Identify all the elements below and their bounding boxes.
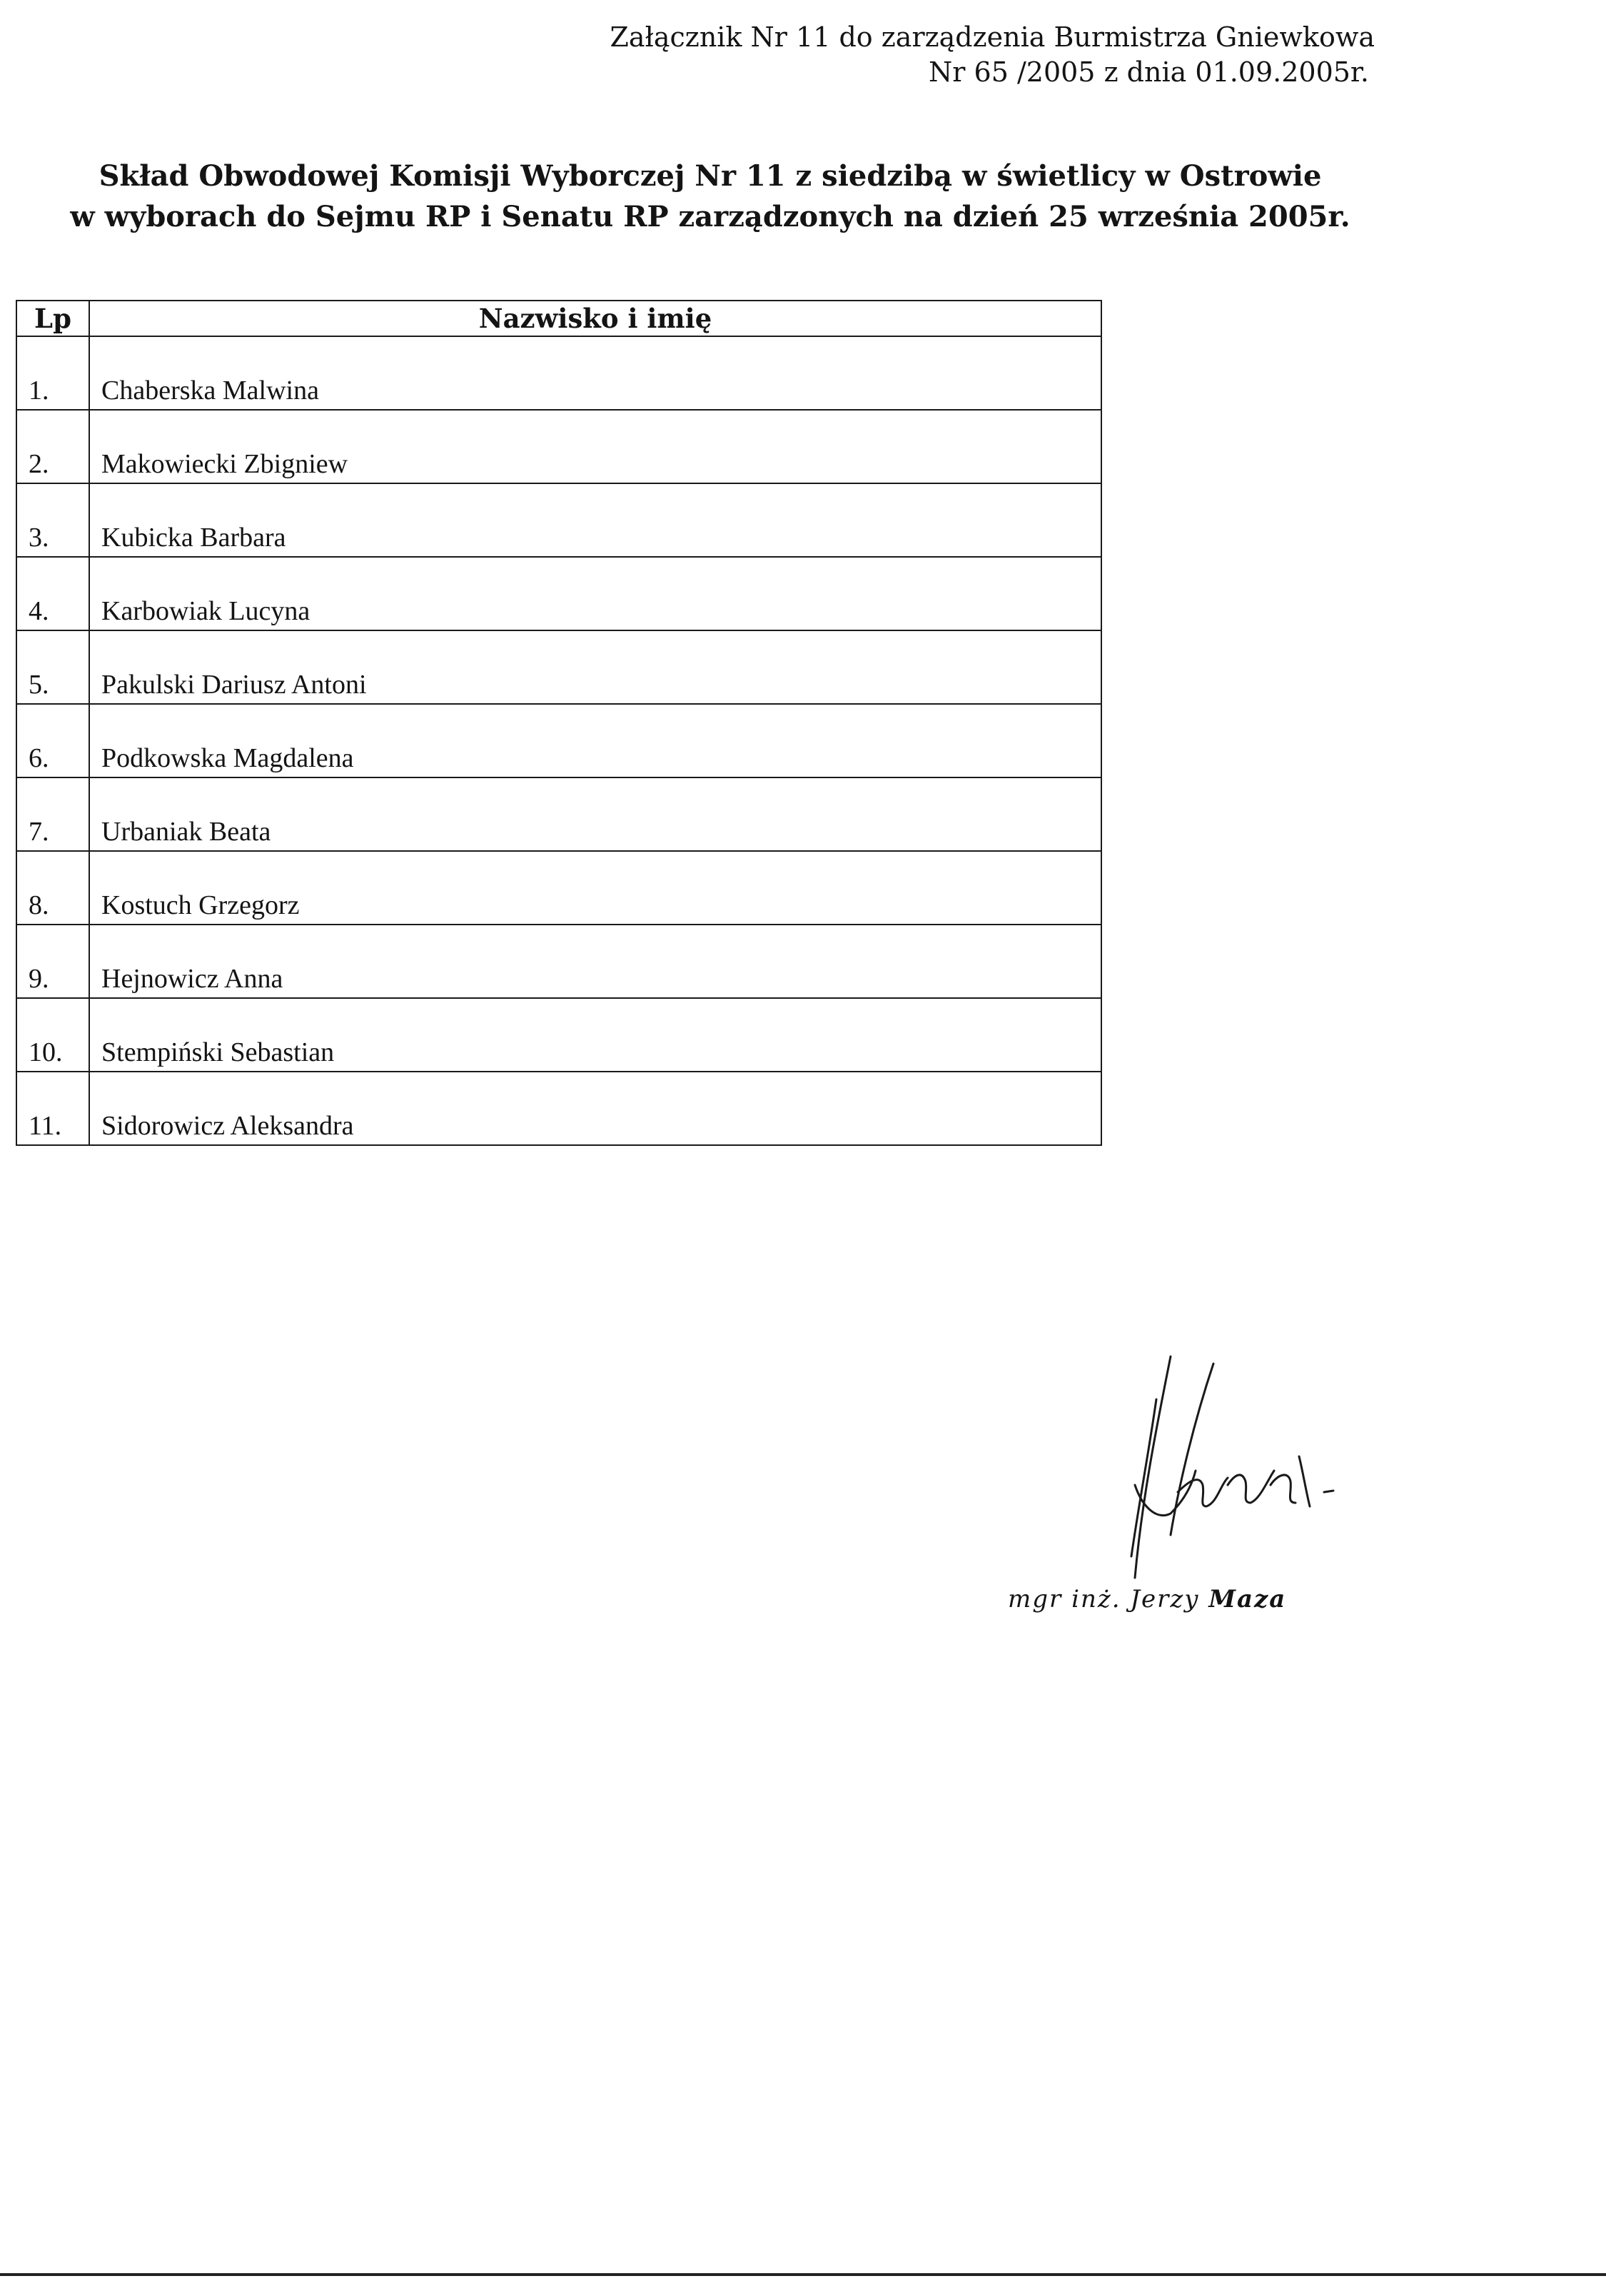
member-name: Makowiecki Zbigniew <box>89 410 1101 483</box>
document-title <box>0 156 1420 237</box>
row-number: 2. <box>16 410 89 483</box>
row-number: 3. <box>16 483 89 557</box>
signer-surname: Maza <box>1208 1585 1287 1613</box>
table-row <box>16 851 1101 925</box>
column-header-name: Nazwisko i imię <box>89 301 1101 336</box>
table-row <box>16 1072 1101 1145</box>
members-table <box>16 300 1102 1146</box>
row-number: 7. <box>16 777 89 851</box>
header-line-2: Nr 65 /2005 z dnia 01.09.2005r. <box>929 56 1369 88</box>
signer-title-and-name: mgr inż. Jerzy <box>1008 1585 1200 1613</box>
member-name: Sidorowicz Aleksandra <box>89 1072 1101 1145</box>
member-name: Urbaniak Beata <box>89 777 1101 851</box>
table-row <box>16 557 1101 630</box>
member-name: Chaberska Malwina <box>89 336 1101 410</box>
row-number: 1. <box>16 336 89 410</box>
row-number: 11. <box>16 1072 89 1145</box>
member-name: Stempiński Sebastian <box>89 998 1101 1072</box>
member-name: Hejnowicz Anna <box>89 925 1101 998</box>
table-row <box>16 410 1101 483</box>
signature-caption <box>1008 1585 1286 1613</box>
title-line-1: Skład Obwodowej Komisji Wyborczej Nr 11 z siedzibą w świetlicy w Ostrowie <box>99 159 1322 193</box>
member-name: Kostuch Grzegorz <box>89 851 1101 925</box>
member-name: Kubicka Barbara <box>89 483 1101 557</box>
table-header-row <box>16 301 1101 336</box>
table-row <box>16 630 1101 704</box>
members-table-container <box>16 300 1102 1146</box>
member-name: Karbowiak Lucyna <box>89 557 1101 630</box>
row-number: 9. <box>16 925 89 998</box>
member-name: Pakulski Dariusz Antoni <box>89 630 1101 704</box>
member-name: Podkowska Magdalena <box>89 704 1101 777</box>
page-bottom-line <box>0 2273 1606 2276</box>
column-header-lp: Lp <box>16 301 89 336</box>
table-row <box>16 704 1101 777</box>
row-number: 6. <box>16 704 89 777</box>
table-row <box>16 998 1101 1072</box>
table-row <box>16 777 1101 851</box>
title-line-2: w wyborach do Sejmu RP i Senatu RP zarządzonych na dzień 25 września 2005r. <box>70 200 1350 233</box>
attachment-header <box>610 20 1375 90</box>
row-number: 4. <box>16 557 89 630</box>
handwritten-signature <box>1064 1342 1392 1585</box>
table-row <box>16 483 1101 557</box>
table-row <box>16 925 1101 998</box>
row-number: 8. <box>16 851 89 925</box>
table-row <box>16 336 1101 410</box>
header-line-1: Załącznik Nr 11 do zarządzenia Burmistrza Gniewkowa <box>610 21 1375 53</box>
row-number: 5. <box>16 630 89 704</box>
row-number: 10. <box>16 998 89 1072</box>
